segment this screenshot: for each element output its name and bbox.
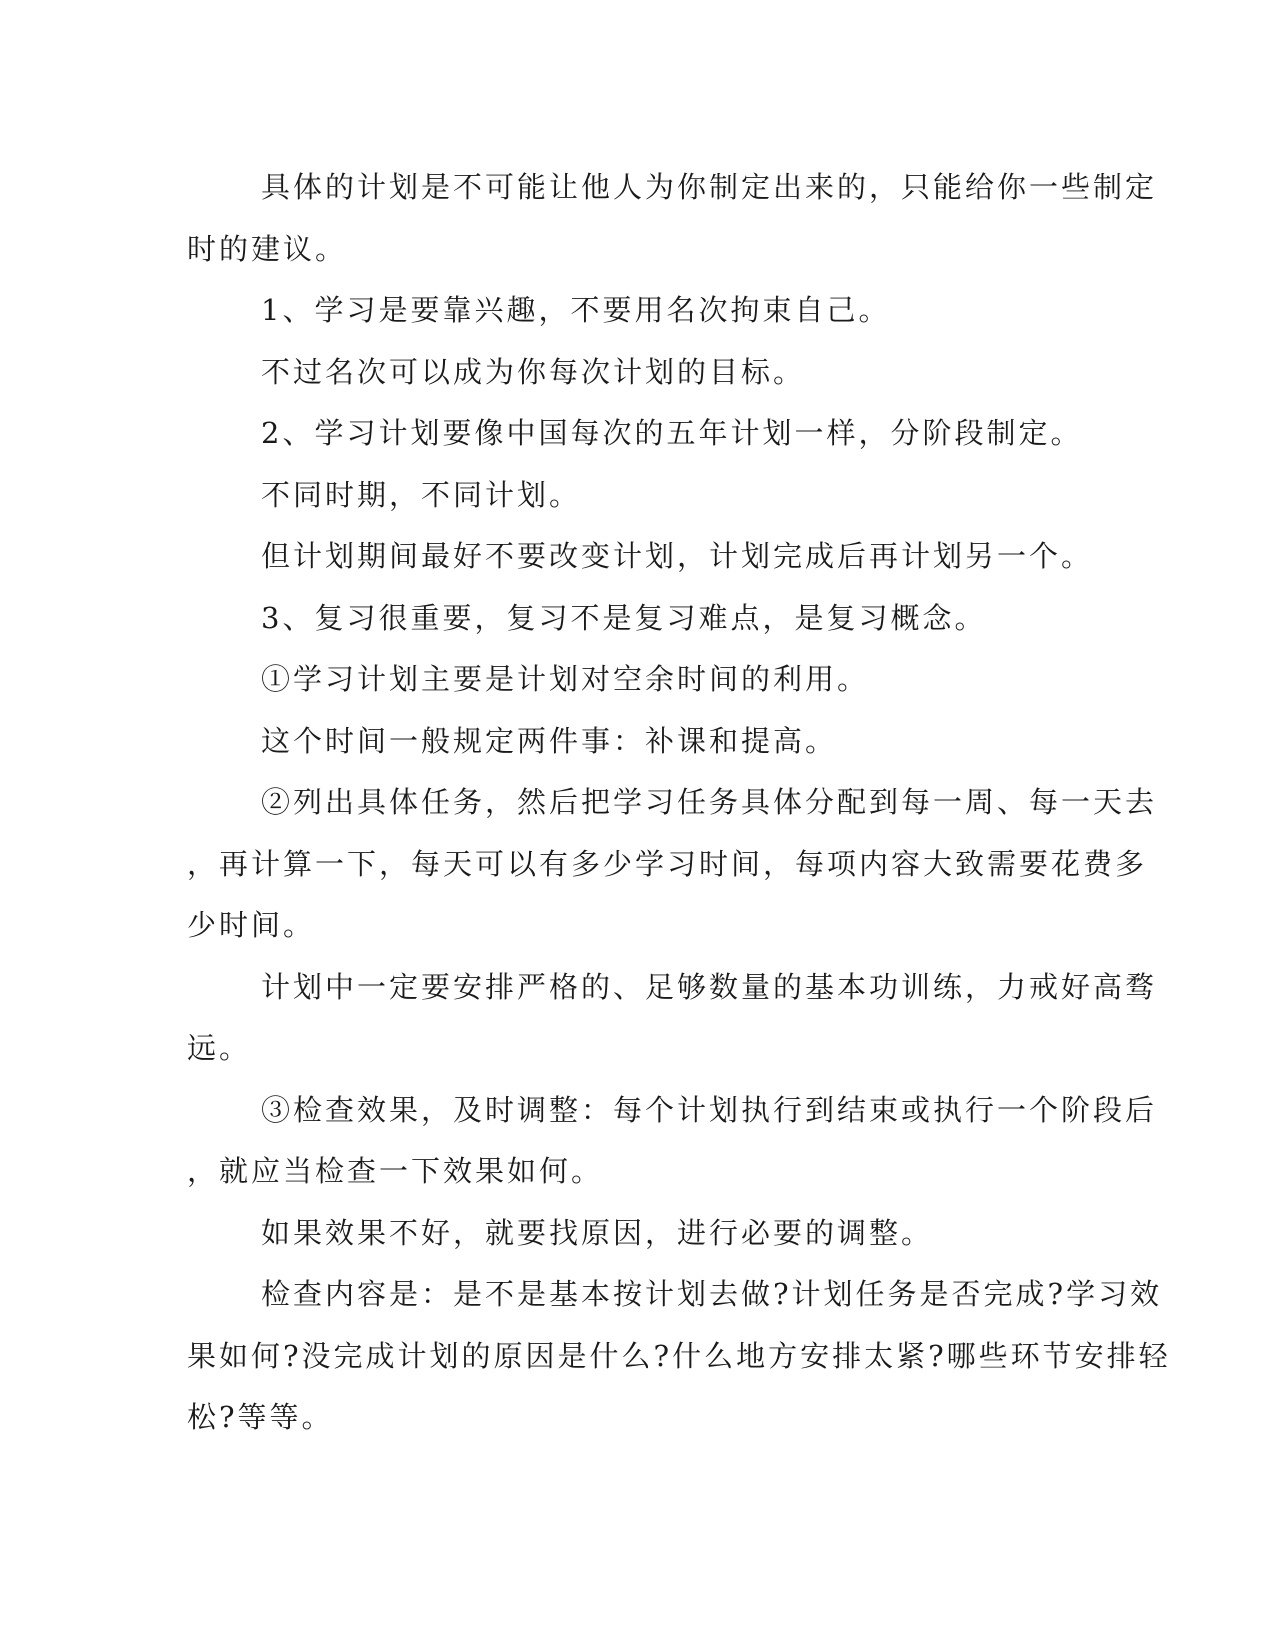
text-line: 计划中一定要安排严格的、足够数量的基本功训练，力戒好高骛 [261,969,1158,1004]
text-line: ，就应当检查一下效果如何。 [187,1154,604,1188]
text-line: 2、学习计划要像中国每次的五年计划一样，分阶段制定。 [261,416,1083,450]
text-line: 不过名次可以成为你每次计划的目标。 [261,354,806,389]
text-line: 3、复习很重要，复习不是复习难点，是复习概念。 [261,600,987,635]
text-line: 远。 [187,1031,252,1065]
text-line: 不同时期，不同计划。 [261,477,582,512]
text-line: 果如何?没完成计划的原因是什么?什么地方安排太紧?哪些环节安排轻 [187,1338,1171,1373]
text-line: ②列出具体任务，然后把学习任务具体分配到每一周、每一天去 [261,785,1158,819]
text-line: ③检查效果，及时调整：每个计划执行到结束或执行一个阶段后 [261,1092,1158,1127]
text-line: 1、学习是要靠兴趣，不要用名次拘束自己。 [261,293,891,327]
text-line: 检查内容是：是不是基本按计划去做?计划任务是否完成?学习效 [261,1277,1163,1311]
text-line: 这个时间一般规定两件事：补课和提高。 [261,723,838,758]
text-line: 时的建议。 [187,231,348,266]
text-line: 如果效果不好，就要找原因，进行必要的调整。 [261,1215,934,1250]
text-line: 具体的计划是不可能让他人为你制定出来的，只能给你一些制定 [261,170,1158,204]
body-text [187,157,1171,1449]
text-line: 但计划期间最好不要改变计划，计划完成后再计划另一个。 [261,539,1094,573]
text-line: ①学习计划主要是计划对空余时间的利用。 [261,662,870,696]
text-line: ，再计算一下，每天可以有多少学习时间，每项内容大致需要花费多 [187,846,1148,881]
text-line: 松?等等。 [187,1400,334,1434]
text-line: 少时间。 [187,908,316,942]
